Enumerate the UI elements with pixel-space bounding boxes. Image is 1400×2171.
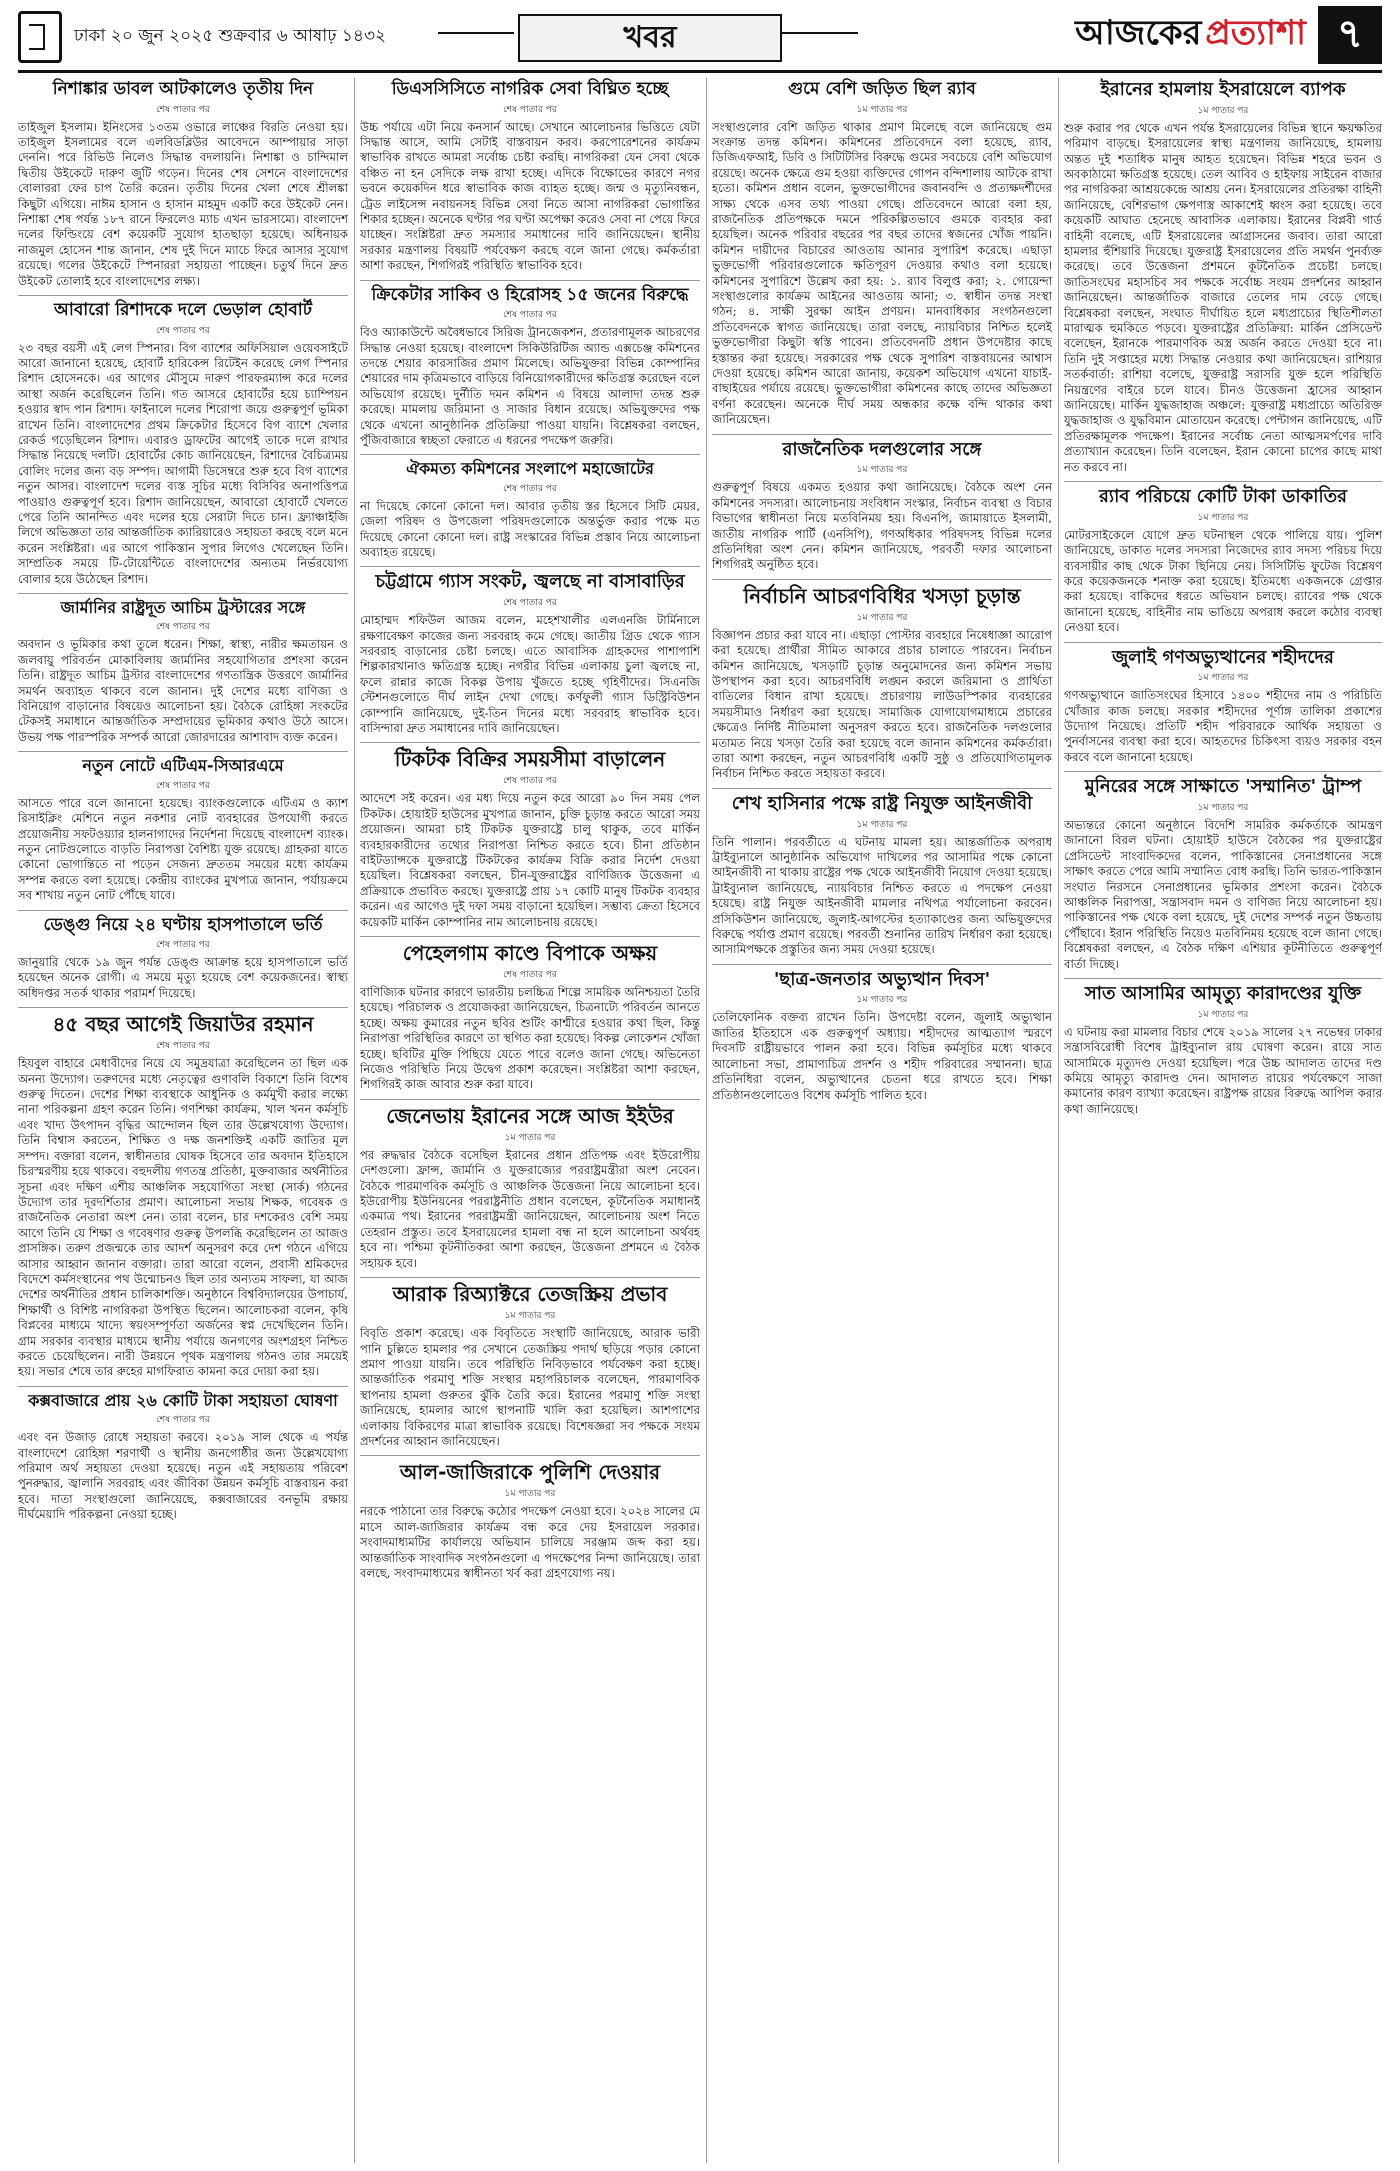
article-body: মোটরসাইকেলে যোগে দ্রুত ঘটনাস্থল থেকে পালিয়ে যায়। পুলিশ জানিয়েছে, ডাকাত দলের সদস্যরা নিজেদের র‍্যাব সদস্য পরিচয় দিয়ে ব্যবসায়ীর কাছ থেকে টাকা ছিনিয়ে নেয়। সিসিটিভি ফুটেজ বিশ্লেষণ করে কয়েকজনকে শনাক্ত করা হয়েছে। ইতিমধ্যে একজনকে গ্রেপ্তার করা হয়েছে। বাকিদের ধরতে অভিযান চলছে। র‍্যাবের পক্ষ থেকে জানানো হয়েছে, বাহিনীর নাম ভাঙিয়ে অপরাধ করলে কঠোর ব্যবস্থা নেওয়া হবে।: [1064, 527, 1382, 635]
article-body: অবদান ও ভূমিকার কথা তুলে ধরেন। শিক্ষা, স্বাস্থ্য, নারীর ক্ষমতায়ন ও জলবায়ু পরিবর্তন মোকাবিলায় জার্মানির সহযোগিতার প্রশংসা করেন তিনি। রাষ্ট্রদূত আচিম ট্রস্টার বাংলাদেশের গণতান্ত্রিক উত্তরণে জার্মানির সমর্থন অব্যাহত থাকবে বলে জানান। দুই দেশের মধ্যে বাণিজ্য ও বিনিয়োগ বাড়ানোর বিষয়েও আলোচনা হয়। বৈঠকে রোহিঙ্গা সংকটের টেকসই সমাধানে আন্তর্জাতিক সম্প্রদায়ের ভূমিকার কথাও উঠে আসে। উভয় পক্ষ পারস্পরিক সম্পর্ক আরো জোরদারের আশাবাদ ব্যক্ত করেন।: [18, 637, 348, 744]
article-separator: [360, 1277, 700, 1278]
continuation-note: শেষ পাতার পর: [503, 104, 557, 115]
article-headline[interactable]: ঐকমত্য কমিশনের সংলাপে মহাজোটের: [406, 459, 654, 479]
continuation-note: ১ম পাতার পর: [856, 819, 908, 830]
article-a7: [18, 1392, 348, 1523]
continuation-note: ১ম পাতার পর: [1197, 512, 1249, 523]
article-separator: [18, 1386, 348, 1387]
article-headline[interactable]: জুলাই গণঅভ্যুত্থানের শহীদদের: [1112, 646, 1334, 668]
article-separator: [18, 593, 348, 594]
article-b7: [360, 1105, 700, 1271]
article-a3: [18, 599, 348, 745]
continuation-note: শেষ পাতার পর: [156, 325, 210, 336]
article-separator: [712, 434, 1052, 435]
article-headline[interactable]: টিকটক বিক্রির সময়সীমা বাড়ালেন: [394, 747, 666, 772]
column-4: [1064, 78, 1382, 2163]
continuation-note: ১ম পাতার পর: [1197, 105, 1249, 116]
article-d1: [1064, 80, 1382, 475]
article-headline[interactable]: রাজনৈতিক দলগুলোর সঙ্গে: [782, 438, 982, 460]
article-separator: [1064, 642, 1382, 643]
article-a4: [18, 757, 348, 903]
continuation-note: শেষ পাতার পর: [503, 970, 557, 981]
article-headline[interactable]: গুমে বেশি জড়িত ছিল র‍্যাব: [788, 79, 976, 99]
article-separator: [18, 295, 348, 296]
section-title: খবর: [518, 14, 782, 62]
article-headline[interactable]: র‍্যাব পরিচয়ে কোটি টাকা ডাকাতির: [1099, 486, 1347, 508]
article-d2: [1064, 487, 1382, 636]
article-body: আসতে পারে বলে জানানো হয়েছে। ব্যাংকগুলোকে এটিএম ও ক্যাশ রিসাইক্লিং মেশিনে নতুন নকশার নোট ব্যবহারের উপযোগী করতে প্রয়োজনীয় সফটওয়্যার হালনাগাদের নির্দেশনা দিয়েছে বাংলাদেশ ব্যাংক। নতুন নোটগুলোতে বাড়তি নিরাপত্তা বৈশিষ্ট্য যুক্ত রয়েছে। গ্রাহকরা যাতে কোনো ভোগান্তিতে না পড়েন সেজন্য দ্রুততম সময়ের মধ্যে কার্যক্রম সম্পন্ন করতে বলা হয়েছে। কেন্দ্রীয় ব্যাংকের মুখপাত্র জানান, পর্যায়ক্রমে সব শাখায় নতুন নোট পৌঁছে যাবে।: [18, 795, 348, 903]
article-headline[interactable]: নির্বাচনি আচরণবিধির খসড়া চূড়ান্ত: [743, 583, 1021, 608]
article-body: উচ্চ পর্যায়ে এটা নিয়ে কনসার্ন আছে। সেখানে আলোচনার ভিত্তিতে যেটা সিদ্ধান্ত আসে, আমি সেটাই বাস্তবায়ন করব। করপোরেশনের কার্যক্রম স্বাভাবিক রাখতে আমরা সর্বোচ্চ চেষ্টা করছি। নাগরিকরা যেন সেবা থেকে বঞ্চিত না হন সেদিকে লক্ষ রাখা হচ্ছে। এদিকে বিক্ষোভের কারণে নগর ভবনে কয়েকদিন ধরে স্বাভাবিক কাজ ব্যাহত হচ্ছে। জন্ম ও মৃত্যুনিবন্ধন, ট্রেড লাইসেন্স নবায়নসহ বিভিন্ন সেবা নিতে আসা নাগরিকরা ভোগান্তির শিকার হচ্ছেন। অনেকে ঘণ্টার পর ঘণ্টা অপেক্ষা করেও সেবা না পেয়ে ফিরে যাচ্ছেন। সংশ্লিষ্টরা দ্রুত সমস্যার সমাধানের দাবি জানিয়েছেন। স্থানীয় সরকার মন্ত্রণালয় বিষয়টি পর্যবেক্ষণ করছে বলে জানা গেছে। কর্মকর্তারা আশা করছেন, শিগগিরই পরিস্থিতি স্বাভাবিক হবে।: [360, 119, 700, 273]
article-headline[interactable]: জেনেভায় ইরানের সঙ্গে আজ ইইউর: [386, 1103, 674, 1128]
article-separator: [360, 936, 700, 937]
article-a5: [18, 916, 348, 1002]
column-divider: [1058, 78, 1059, 2163]
article-body: ২৩ বছর বয়সী এই লেগ স্পিনার। বিগ ব্যাশের অফিসিয়াল ওয়েবসাইটে আরো জানানো হয়েছে, হোবার্ট হারিকেন্স রিটেইন করেছে লেগ স্পিনার রিশাদ হোসেনকে। এর আগের মৌসুমে দারুণ পারফরম্যান্স করে দলের আস্থা অর্জন করেছিলেন তিনি। গত আসরে হোবার্টের হয়ে চ্যাম্পিয়ন হওয়ার স্বাদ পান রিশাদ। ফাইনালে দলের শিরোপা জয়ে গুরুত্বপূর্ণ ভূমিকা রাখেন তিনি। বাংলাদেশের প্রথম ক্রিকেটার হিসেবে বিগ ব্যাশে খেলার রেকর্ড গড়েছিলেন রিশাদ। এবারও ড্রাফটের আগেই তাকে দলে রাখার সিদ্ধান্ত নিয়েছে দলটি। হোবার্টের কোচ জানিয়েছেন, রিশাদের বৈচিত্র্যময় বোলিং দলের জন্য বড় সম্পদ। আগামী ডিসেম্বরে শুরু হবে বিগ ব্যাশের নতুন আসর। বাংলাদেশ দলের ব্যস্ত সূচির মধ্যে বিসিবির অনাপত্তিপত্র পাওয়াও গুরুত্বপূর্ণ হবে। রিশাদ জানিয়েছেন, আবারো হোবার্টে খেলতে পেরে তিনি আনন্দিত এবং দলের হয়ে সেরাটা দিতে চান। ফ্র্যাঞ্চাইজি লিগে অভিজ্ঞতা তার আন্তর্জাতিক ক্যারিয়ারেও সহায়তা করছে বলে মনে করেন সংশ্লিষ্টরা। এর আগে পাকিস্তান সুপার লিগেও খেলেছেন তিনি। সাম্প্রতিক সময়ে টি-টোয়েন্টিতে বাংলাদেশের অন্যতম নির্ভরযোগ্য বোলার হয়ে উঠেছেন রিশাদ।: [18, 340, 348, 586]
page-number: ৭: [1318, 6, 1382, 64]
header-rule: [18, 70, 1382, 73]
article-b5: [360, 748, 700, 930]
article-headline[interactable]: পেহেলগাম কাণ্ডে বিপাকে অক্ষয়: [402, 941, 658, 966]
article-body: বিবৃতি প্রকাশ করেছে। এক বিবৃতিতে সংস্থাটি জানিয়েছে, আরাক ভারী পানি চুল্লিতে হামলার পর সেখানে তেজস্ক্রিয় পদার্থ ছড়িয়ে পড়ার কোনো প্রমাণ পাওয়া যায়নি। তবে পরিস্থিতি নিবিড়ভাবে পর্যবেক্ষণ করা হচ্ছে। আন্তর্জাতিক পরমাণু শক্তি সংস্থার মহাপরিচালক বলেছেন, পারমাণবিক স্থাপনায় হামলা গুরুতর ঝুঁকি তৈরি করে। ইরানের পরমাণু শক্তি সংস্থা জানিয়েছে, হামলার আগে স্থাপনাটি খালি করা হয়েছিল। আশপাশের এলাকায় বিকিরণের মাত্রা স্বাভাবিক রয়েছে। বিশেষজ্ঞরা সব পক্ষকে সংযম প্রদর্শনের আহ্বান জানিয়েছেন।: [360, 1326, 700, 1448]
page-corner-icon: [18, 11, 62, 63]
banner-rule-right: [782, 32, 858, 34]
article-separator: [1064, 771, 1382, 772]
article-headline[interactable]: আল-জাজিরাকে পুলিশি দেওয়ার: [399, 1460, 661, 1485]
article-c4: [712, 794, 1052, 958]
continuation-note: ১ম পাতার পর: [1197, 1009, 1249, 1020]
article-headline[interactable]: ক্রিকেটার সাকিব ও হিরোসহ ১৫ জনের বিরুদ্ধে: [371, 284, 689, 305]
article-separator: [360, 742, 700, 743]
article-body: বাণিজ্যিক ঘটনার কারণে ভারতীয় চলচ্চিত্র শিল্পে সাময়িক অনিশ্চয়তা তৈরি হয়েছে। পরিচালক ও প্রযোজকরা জানিয়েছেন, চিত্রনাট্যে পরিবর্তন আনতে হচ্ছে। অক্ষয় কুমারের নতুন ছবির শুটিং কাশ্মীরে হওয়ার কথা ছিল, কিন্তু নিরাপত্তা পরিস্থিতির কারণে তা স্থগিত করা হয়েছে। বিকল্প লোকেশন খোঁজা হচ্ছে। ছবিটির মুক্তি পিছিয়ে যেতে পারে বলেও জানা গেছে। অভিনেতা নিজেও পরিস্থিতি নিয়ে উদ্বেগ প্রকাশ করেছেন। সংশ্লিষ্টরা আশা করছেন, শিগগিরই কাজ আবার শুরু করা যাবে।: [360, 985, 700, 1092]
article-headline[interactable]: নিশাঙ্কার ডাবল আটকালেও তৃতীয় দিন: [52, 79, 314, 99]
continuation-note: ১ম পাতার পর: [1197, 802, 1249, 813]
article-separator: [18, 1007, 348, 1008]
continuation-note: ১ম পাতার পর: [856, 104, 908, 115]
article-body: না দিয়েছে কোনো কোনো দল। আবার তৃতীয় স্তর হিসেবে সিটি মেয়র, জেলা পরিষদ ও উপজেলা পরিষদগুলোকে অন্তর্ভুক্ত করার পক্ষে মত দিয়েছে কোনো কোনো দল। রাষ্ট্র সংস্কারের বিভিন্ন প্রস্তাব নিয়ে আলোচনা অব্যাহত রয়েছে।: [360, 498, 700, 560]
article-b6: [360, 942, 700, 1093]
article-d5: [1064, 984, 1382, 1117]
article-body: জানুয়ারি থেকে ১৯ জুন পর্যন্ত ডেঙ্গু আক্রান্ত হয়ে হাসপাতালে ভর্তি হয়েছেন অনেক রোগী। এ সময়ে মৃত্যু হয়েছে বেশ কয়েকজনের। স্বাস্থ্য অধিদপ্তর সতর্ক থাকার পরামর্শ দিয়েছে।: [18, 955, 348, 1000]
article-separator: [712, 579, 1052, 580]
continuation-note: শেষ পাতার পর: [503, 310, 557, 321]
continuation-note: শেষ পাতার পর: [156, 1415, 210, 1426]
continuation-note: শেষ পাতার পর: [156, 780, 210, 791]
column-3: [712, 78, 1052, 2163]
article-headline[interactable]: 'ছাত্র-জনতার অভ্যুত্থান দিবস': [773, 968, 991, 990]
article-headline[interactable]: ইরানের হামলায় ইসরায়েলে ব্যাপক: [1100, 79, 1346, 100]
continuation-note: শেষ পাতার পর: [156, 622, 210, 633]
article-headline[interactable]: জার্মানির রাষ্ট্রদূত আচিম ট্রস্টারের সঙ্গে: [60, 598, 306, 618]
article-body: এ ঘটনায় করা মামলার বিচার শেষে ২০১৯ সালের ২৭ নভেম্বর ঢাকার সন্ত্রাসবিরোধী বিশেষ ট্রাইব্যুনাল রায় ঘোষণা করেন। রায়ে সাত আসামিকে মৃত্যুদণ্ড দেওয়া হয়েছিল। পরে উচ্চ আদালত তাদের দণ্ড কমিয়ে আমৃত্যু কারাদণ্ড দেন। আদালত রায়ের পর্যবেক্ষণে সাজা কমানোর কারণ ব্যাখ্যা করেছেন। রাষ্ট্রপক্ষ রায়ের বিরুদ্ধে আপিল করার কথা জানিয়েছে।: [1064, 1024, 1382, 1116]
article-headline[interactable]: শেখ হাসিনার পক্ষে রাষ্ট্র নিযুক্ত আইনজীবী: [731, 792, 1033, 814]
article-headline[interactable]: কক্সবাজারে প্রায় ২৬ কোটি টাকা সহায়তা ঘোষণা: [28, 1390, 338, 1410]
continuation-note: ১ম পাতার পর: [856, 612, 908, 623]
article-body: শুরু করার পর থেকে এখন পর্যন্ত ইসরায়েলের বিভিন্ন স্থানে ক্ষয়ক্ষতির পরিমাণ বাড়ছে। ইসরায়েলের স্বাস্থ্য মন্ত্রণালয় জানিয়েছে, হামলায় অন্তত দুই শতাধিক মানুষ আহত হয়েছেন। বিভিন্ন শহরে ভবন ও অবকাঠামো ক্ষতিগ্রস্ত হয়েছে। তেল আবিব ও হাইফায় সাইরেন বাজার পর নাগরিকরা আশ্রয়কেন্দ্রে আশ্রয় নেন। ইসরায়েলের প্রতিরক্ষা বাহিনী জানিয়েছে, বেশিরভাগ ক্ষেপণাস্ত্র আকাশেই ধ্বংস করা হয়েছে। তবে কয়েকটি আঘাত হেনেছে আবাসিক এলাকায়। ইরানের বিপ্লবী গার্ড বাহিনী বলেছে, এটি ইসরায়েলের আগ্রাসনের জবাব। তারা আরো হামলার হুঁশিয়ারি দিয়েছে। যুক্তরাষ্ট্র ইসরায়েলের প্রতি সমর্থন পুনর্ব্যক্ত করেছে। তবে উত্তেজনা প্রশমনে কূটনৈতিক প্রচেষ্টা চলছে। জাতিসংঘের মহাসচিব সব পক্ষকে সর্বোচ্চ সংযম প্রদর্শনের আহ্বান জানিয়েছেন। আন্তর্জাতিক বাজারে তেলের দাম বেড়ে গেছে। বিশ্লেষকরা বলছেন, সংঘাত দীর্ঘায়িত হলে মধ্যপ্রাচ্যের স্থিতিশীলতা মারাত্মক হুমকিতে পড়বে। যুক্তরাষ্ট্রের প্রতিক্রিয়া: মার্কিন প্রেসিডেন্ট বলেছেন, ইরানকে পারমাণবিক অস্ত্র অর্জন করতে দেওয়া হবে না। তিনি দুই সপ্তাহের মধ্যে সিদ্ধান্ত নেওয়ার কথা জানিয়েছেন। রাশিয়ার সতর্কবার্তা: রাশিয়া বলেছে, যুক্তরাষ্ট্র সরাসরি যুক্ত হলে পরিস্থিতি নিয়ন্ত্রণের বাইরে চলে যাবে। চীনও উত্তেজনা হ্রাসের আহ্বান জানিয়েছে। মার্কিন যুদ্ধজাহাজ অঞ্চলে: যুক্তরাষ্ট্র মধ্যপ্রাচ্যে অতিরিক্ত যুদ্ধজাহাজ ও যুদ্ধবিমান মোতায়েন করেছে। পেন্টাগন জানিয়েছে, এটি প্রতিরক্ষামূলক পদক্ষেপ। ইরানের সর্বোচ্চ নেতা আত্মসমর্পণের দাবি প্রত্যাখ্যান করেছেন। তিনি বলেছেন, ইরান কোনো চাপের কাছে মাথা নত করবে না।: [1064, 120, 1382, 474]
article-separator: [360, 454, 700, 455]
column-divider: [706, 78, 707, 2163]
article-headline[interactable]: চট্টগ্রামে গ্যাস সংকট, জ্বলছে না বাসাবাড়ির: [375, 571, 685, 593]
article-headline[interactable]: নতুন নোটে এটিএম-সিআরএমে: [82, 756, 284, 776]
article-body: গণঅভ্যুত্থানে জাতিসংঘের হিসাবে ১৪০০ শহীদের নাম ও পরিচিতি খোঁজার কাজ চলছে। সরকার শহীদদের পূর্ণাঙ্গ তালিকা প্রকাশের উদ্যোগ নিয়েছে। প্রতিটি শহীদ পরিবারকে আর্থিক সহায়তা ও পুনর্বাসনের ব্যবস্থা করা হবে। আহতদের চিকিৎসা ব্যয়ও সরকার বহন করবে বলে জানানো হয়েছে।: [1064, 688, 1382, 764]
column-2: [360, 78, 700, 2163]
article-headline[interactable]: ডেঙ্গু নিয়ে ২৪ ঘণ্টায় হাসপাতালে ভর্তি: [43, 914, 323, 935]
article-headline[interactable]: আবারো রিশাদকে দলে ভেড়াল হোবার্ট: [53, 300, 312, 321]
article-body: মোহাম্মদ শফিউল আজম বলেন, মহেশখালীর এলএনজি টার্মিনালে রক্ষণাবেক্ষণ কাজের জন্য সরবরাহ কমে গেছে। জাতীয় গ্রিড থেকে গ্যাস সরবরাহ বাড়ানোর চেষ্টা চলছে। এতে আবাসিক গ্রাহকদের পাশাপাশি শিল্পকারখানাও ক্ষতিগ্রস্ত হচ্ছে। নগরীর বিভিন্ন এলাকায় চুলা জ্বলছে না, ফলে রান্নার কাজে বিকল্প উপায় খুঁজতে হচ্ছে গৃহিণীদের। সিএনজি স্টেশনগুলোতে দীর্ঘ লাইন দেখা গেছে। কর্ণফুলী গ্যাস ডিস্ট্রিবিউশন কোম্পানি জানিয়েছে, দুই-তিন দিনের মধ্যে সরবরাহ স্বাভাবিক হবে। বাসিন্দারা দ্রুত সমাধানের দাবি জানিয়েছেন।: [360, 613, 700, 735]
continuation-note: শেষ পাতার পর: [156, 940, 210, 951]
continuation-note: শেষ পাতার পর: [156, 1041, 210, 1052]
article-c1: [712, 80, 1052, 428]
article-separator: [360, 566, 700, 567]
article-separator: [1064, 481, 1382, 482]
article-separator: [18, 910, 348, 911]
masthead-left: [18, 10, 386, 64]
article-b3: [360, 460, 700, 560]
article-separator: [1064, 978, 1382, 979]
article-body: তাইজুল ইসলাম। ইনিংসের ১৩তম ওভারে লাঞ্চের বিরতি নেওয়া হয়। তাইজুল ইসলামের বলে এলবিডব্লিউর আবেদনে আম্পায়ার সাড়া দেননি। পরে রিভিউ নিলেও সিদ্ধান্ত বদলায়নি। নিশাঙ্কা ও চান্দিমাল দ্বিতীয় উইকেটে দারুণ জুটি গড়েন। দিনের শেষ সেশনে বাংলাদেশের বোলাররা ফের চাপ তৈরি করেন। তৃতীয় দিনের খেলা শেষে শ্রীলঙ্কা কিছুটা এগিয়ে। নাঈম হাসান ও হাসান মাহমুদ একটি করে উইকেট নেন। নিশাঙ্কা শেষ পর্যন্ত ১৮৭ রানে ফিরলেও ম্যাচ এখন ভারসাম্যে। বাংলাদেশ দলের ফিল্ডিংয়ে বেশ কয়েকটি সুযোগ হাতছাড়া হয়েছে। অধিনায়ক নাজমুল হোসেন শান্ত জানান, শেষ দুই দিনে ম্যাচে ফিরে আসার সুযোগ রয়েছে। গলের উইকেটে স্পিনাররা সহায়তা পাচ্ছেন। চতুর্থ দিনে দ্রুত উইকেট তোলাই হবে বাংলাদেশের লক্ষ্য।: [18, 119, 348, 288]
article-separator: [360, 280, 700, 281]
article-body: অভ্যন্তরে কোনো অনুষ্ঠানে বিদেশি সামরিক কর্মকর্তাকে আমন্ত্রণ জানানো বিরল ঘটনা। হোয়াইট হাউসে বৈঠকের পর যুক্তরাষ্ট্রের প্রেসিডেন্ট সাংবাদিকদের বলেন, পাকিস্তানের সেনাপ্রধানের সঙ্গে সাক্ষাৎ করতে পেরে আমি সম্মানিত বোধ করছি। তিনি ভারত-পাকিস্তান সংঘাত নিরসনে সেনাপ্রধানের ভূমিকার প্রশংসা করেন। বৈঠকে আঞ্চলিক নিরাপত্তা, সন্ত্রাসবাদ দমন ও বাণিজ্য নিয়ে আলোচনা হয়। পাকিস্তানের পক্ষ থেকে বলা হয়েছে, দুই দেশের সম্পর্ক নতুন উচ্চতায় পৌঁছাবে। ইরান পরিস্থিতি নিয়েও মতবিনিময় হয়েছে বলে জানা গেছে। বিশ্লেষকরা বলছেন, এ বৈঠক দক্ষিণ এশিয়ার কূটনীতিতে গুরুত্বপূর্ণ বার্তা দিচ্ছে।: [1064, 817, 1382, 971]
article-a1: [18, 80, 348, 289]
article-b2: [360, 286, 700, 449]
article-a6: [18, 1013, 348, 1380]
article-body: বিজ্ঞাপন প্রচার করা যাবে না। এছাড়া পোস্টার ব্যবহারে নিষেধাজ্ঞা আরোপ করা হয়েছে। প্রার্থীরা সীমিত আকারে প্রচার চালাতে পারবেন। নির্বাচন কমিশন জানিয়েছে, খসড়াটি চূড়ান্ত অনুমোদনের জন্য কমিশন সভায় উপস্থাপন করা হবে। আচরণবিধি লঙ্ঘন করলে জরিমানা ও প্রার্থিতা বাতিলের বিধান রাখা হয়েছে। প্রচারণায় লাউডস্পিকার ব্যবহারের সময়সীমাও নির্ধারণ করা হয়েছে। সামাজিক যোগাযোগমাধ্যমে প্রচারের ক্ষেত্রেও নির্দিষ্ট নীতিমালা অনুসরণ করতে হবে। রাজনৈতিক দলগুলোর মতামত নিয়ে খসড়া তৈরি করা হয়েছে বলে জানান কমিশনের কর্মকর্তারা। তারা আশা করছেন, নতুন আচরণবিধি একটি সুষ্ঠু ও প্রতিযোগিতামূলক নির্বাচন নিশ্চিত করতে সহায়তা করবে।: [712, 627, 1052, 781]
article-d4: [1064, 777, 1382, 972]
continuation-note: ১ম পাতার পর: [1197, 673, 1249, 684]
article-headline[interactable]: মুনিরের সঙ্গে সাক্ষাতে 'সম্মানিত' ট্রাম্প: [1084, 776, 1362, 798]
article-body: গুরুত্বপূর্ণ বিষয়ে একমত হওয়ার কথা জানিয়েছে। বৈঠকে অংশ নেন কমিশনের সদস্যরা। আলোচনায় সংবিধান সংস্কার, নির্বাচন ব্যবস্থা ও বিচার বিভাগের স্বাধীনতা নিয়ে মতবিনিময় হয়। বিএনপি, জামায়াতে ইসলামী, জাতীয় নাগরিক পার্টি (এনসিপি), গণঅধিকার পরিষদসহ বিভিন্ন দলের প্রতিনিধিরা অংশ নেন। কমিশন জানিয়েছে, পরবর্তী দফার আলোচনা শিগগিরই অনুষ্ঠিত হবে।: [712, 480, 1052, 572]
article-body: তেলিফোনিক বক্তব্য রাখেন তিনি। উপদেষ্টা বলেন, জুলাই অভ্যুত্থান জাতির ইতিহাসে এক গুরুত্বপূর্ণ অধ্যায়। শহীদদের আত্মত্যাগ স্মরণে দিবসটি রাষ্ট্রীয়ভাবে পালন করা হবে। বিভিন্ন কর্মসূচির মধ্যে থাকবে আলোচনা সভা, প্রামাণ্যচিত্র প্রদর্শন ও শহীদ পরিবারের সম্মাননা। ছাত্র প্রতিনিধিরা বলেন, অভ্যুত্থানের চেতনা ধরে রাখতে হবে। শিক্ষা প্রতিষ্ঠানগুলোতেও বিশেষ কর্মসূচি পালিত হবে।: [712, 1010, 1052, 1102]
banner-rule-left: [438, 32, 514, 34]
article-separator: [712, 964, 1052, 965]
article-headline[interactable]: আরাক রিঅ্যাক্টরে তেজস্ক্রিয় প্রভাব: [392, 1282, 668, 1307]
continuation-note: শেষ পাতার পর: [503, 483, 557, 494]
article-body: নরকে পাঠানো তার বিরুদ্ধে কঠোর পদক্ষেপ নেওয়া হবে। ২০২৪ সালের মে মাসে আল-জাজিরার কার্যক্রম বন্ধ করে দেয় ইসরায়েল সরকার। সংবাদমাধ্যমটির কার্যালয়ে অভিযান চালিয়ে সরঞ্জাম জব্দ করা হয়। আন্তর্জাতিক সাংবাদিক সংগঠনগুলো এ পদক্ষেপের নিন্দা জানিয়েছে। তারা বলছে, সংবাদমাধ্যমের স্বাধীনতা খর্ব করা গ্রহণযোগ্য নয়।: [360, 1504, 700, 1580]
article-body: এবং বন উজাড় রোধে সহায়তা করবে। ২০১৯ সাল থেকে এ পর্যন্ত বাংলাদেশে রোহিঙ্গা শরণার্থী ও স্থানীয় জনগোষ্ঠীর জন্য উল্লেখযোগ্য পরিমাণ অর্থ সহায়তা দেওয়া হয়েছে। নতুন এই সহায়তায় পরিবেশ পুনরুদ্ধার, জ্বালানি সরবরাহ এবং জীবিকা উন্নয়ন কর্মসূচি বাস্তবায়ন করা হবে। দাতা সংস্থাগুলো জানিয়েছে, কক্সবাজারের বনভূমি রক্ষায় দীর্ঘমেয়াদি পরিকল্পনা নেওয়া হচ্ছে।: [18, 1430, 348, 1522]
continuation-note: ১ম পাতার পর: [504, 1489, 556, 1500]
article-headline[interactable]: সাত আসামির আমৃত্যু কারাদণ্ডের যুক্তি: [1084, 983, 1362, 1005]
article-separator: [360, 1455, 700, 1456]
article-separator: [18, 751, 348, 752]
article-body: পর রুদ্ধদ্বার বৈঠকে বসেছিল ইরানের প্রধান প্রতিপক্ষ এবং ইউরোপীয় দেশগুলো। ফ্রান্স, জার্মানি ও যুক্তরাজ্যের পররাষ্ট্রমন্ত্রীরা অংশ নেবেন। বৈঠকে পারমাণবিক কর্মসূচি ও আঞ্চলিক উত্তেজনা নিয়ে আলোচনা হবে। ইউরোপীয় ইউনিয়নের পররাষ্ট্রনীতি প্রধান বলেছেন, কূটনৈতিক সমাধানই একমাত্র পথ। ইরানের পররাষ্ট্রমন্ত্রী জানিয়েছেন, আলোচনায় অংশ নিতে তেহরান প্রস্তুত। তবে ইসরায়েলের হামলা বন্ধ না হলে আলোচনা অর্থবহ হবে না। পশ্চিমা কূটনীতিকরা আশা করছেন, উত্তেজনা প্রশমনে এ বৈঠক সহায়ক হবে।: [360, 1147, 700, 1270]
article-separator: [712, 788, 1052, 789]
article-b1: [360, 80, 700, 274]
article-b9: [360, 1461, 700, 1581]
continuation-note: ১ম পাতার পর: [504, 1311, 556, 1322]
issue-date: ঢাকা ২০ জুন ২০২৫ শুক্রবার ৬ আষাঢ় ১৪৩২: [74, 26, 387, 46]
article-body: সংস্থাগুলোর বেশি জড়িত থাকার প্রমাণ মিলেছে বলে জানিয়েছে গুম সংক্রান্ত তদন্ত কমিশন। কমিশনের প্রতিবেদনে বলা হয়েছে, র‍্যাব, ডিজিএফআই, ডিবি ও সিটিটিসির বিরুদ্ধে গুমের সবচেয়ে বেশি অভিযোগ রয়েছে। অনেক ক্ষেত্রে গুম হওয়া ব্যক্তিদের গোপন বন্দিশালায় আটকে রাখা হতো। কমিশন প্রধান বলেন, ভুক্তভোগীদের জবানবন্দি ও প্রত্যক্ষদর্শীদের সাক্ষ্য থেকে এসব তথ্য পাওয়া গেছে। প্রতিবেদনে আরো বলা হয়, রাজনৈতিক প্রতিপক্ষকে দমনে পরিকল্পিতভাবে গুমকে ব্যবহার করা হয়েছিল। অনেক পরিবার বছরের পর বছর তাদের স্বজনের খোঁজ পায়নি। কমিশন দায়ীদের বিচারের আওতায় আনার সুপারিশ করেছে। এছাড়া ভুক্তভোগী পরিবারগুলোকে ক্ষতিপূরণ দেওয়ার কথাও বলা হয়েছে। কমিশনের সুপারিশে উল্লেখ করা হয়: ১. র‍্যাব বিলুপ্ত করা; ২. গোয়েন্দা সংস্থাগুলোর কার্যক্রম আইনের আওতায় আনা; ৩. স্বাধীন তদন্ত সংস্থা গঠন; ৪. সাক্ষী সুরক্ষা আইন প্রণয়ন। মানবাধিকার সংগঠনগুলো প্রতিবেদনকে স্বাগত জানিয়েছে। তারা বলছে, ন্যায়বিচার নিশ্চিত হলেই ভুক্তভোগীরা কিছুটা স্বস্তি পাবেন। প্রতিবেদনটি প্রধান উপদেষ্টার কাছে হস্তান্তর করা হয়েছে। সরকারের পক্ষ থেকে সুপারিশ বাস্তবায়নের আশ্বাস দেওয়া হয়েছে। কমিশন আরো জানায়, কয়েকশ অভিযোগ এখনো যাচাই-বাছাইয়ের পর্যায়ে রয়েছে। ভুক্তভোগীরা কমিশনের কাছে তাদের অভিজ্ঞতা বর্ণনা করেছেন। অনেকে দীর্ঘ সময় অন্ধকার কক্ষে বন্দি থাকার কথা জানিয়েছেন।: [712, 119, 1052, 427]
masthead: [18, 6, 1382, 66]
article-c2: [712, 440, 1052, 573]
article-body: হিযবুল বাহারে মেধাবীদের নিয়ে যে সমুদ্রযাত্রা করেছিলেন তা ছিল এক অনন্য উদ্যোগ। তরুণদের মধ্যে নেতৃত্বের গুণাবলি বিকাশে তিনি বিশেষ গুরুত্ব দিতেন। দেশের শিক্ষা ব্যবস্থাকে আধুনিক ও কর্মমুখী করার লক্ষ্যে নানা পরিকল্পনা গ্রহণ করেন তিনি। গণশিক্ষা কার্যক্রম, খাল খনন কর্মসূচি এবং খাদ্য উৎপাদন বৃদ্ধির আন্দোলন ছিল তার উল্লেখযোগ্য উদ্যোগ। তিনি বিশ্বাস করতেন, শিক্ষিত ও দক্ষ জনশক্তিই একটি জাতির মূল সম্পদ। বক্তারা বলেন, স্বাধীনতার ঘোষক হিসেবে তার অবদান ইতিহাসে চিরস্মরণীয় হয়ে থাকবে। বহুদলীয় গণতন্ত্র প্রতিষ্ঠা, মুক্তবাজার অর্থনীতির সূচনা এবং দক্ষিণ এশীয় আঞ্চলিক সহযোগিতা সংস্থা (সার্ক) গঠনের উদ্যোগ তার দূরদর্শিতার প্রমাণ। আলোচনা সভায় শিক্ষক, গবেষক ও রাজনৈতিক নেতারা অংশ নেন। তারা বলেন, চার দশকেরও বেশি সময় আগে তিনি যে শিক্ষা ও গবেষণার গুরুত্ব উপলব্ধি করেছিলেন তা আজও প্রাসঙ্গিক। তরুণ প্রজন্মকে তার আদর্শ অনুসরণ করে দেশ গঠনে এগিয়ে আসার আহ্বান জানান বক্তারা। তারা আরো বলেন, প্রবাসী শ্রমিকদের বিদেশে কর্মসংস্থানের পথ উন্মোচনও ছিল তার অন্যতম সাফল্য, যা আজ দেশের অর্থনীতির প্রধান চালিকাশক্তি। অনুষ্ঠানে বিশ্ববিদ্যালয়ের উপাচার্য, শিক্ষার্থী ও বিশিষ্ট নাগরিকরা উপস্থিত ছিলেন। আলোচকরা বলেন, কৃষি বিপ্লবের মাধ্যমে খাদ্যে স্বয়ংসম্পূর্ণতা অর্জনের স্বপ্ন দেখেছিলেন তিনি। গ্রাম সরকার ব্যবস্থার মাধ্যমে স্থানীয় পর্যায়ে জনগণের অংশগ্রহণ নিশ্চিত করতে চেয়েছিলেন। নারী উন্নয়নে পৃথক মন্ত্রণালয় গঠনও তার সময়েই হয়। সভার শেষে তার রুহের মাগফিরাত কামনা করে দোয়া করা হয়।: [18, 1056, 348, 1379]
article-body: বিও অ্যাকাউন্টে অবৈধভাবে সিরিজ ট্রানজেকশন, প্রতারণামূলক আচরণের সিদ্ধান্ত নেওয়া হয়েছে। বাংলাদেশ সিকিউরিটিজ অ্যান্ড এক্সচেঞ্জ কমিশনের তদন্তে শেয়ার কারসাজির প্রমাণ মিলেছে। অভিযুক্তরা বিভিন্ন কোম্পানির শেয়ারের দাম কৃত্রিমভাবে বাড়িয়ে বিনিয়োগকারীদের ক্ষতিগ্রস্ত করেছেন বলে অভিযোগ রয়েছে। দুর্নীতি দমন কমিশন এ বিষয়ে আলাদা তদন্ত শুরু করেছে। মামলায় জরিমানা ও সাজার বিধান রয়েছে। অভিযুক্তদের পক্ষ থেকে এখনো আনুষ্ঠানিক প্রতিক্রিয়া পাওয়া যায়নি। বিশ্লেষকরা বলছেন, পুঁজিবাজারে স্বচ্ছতা ফেরাতে এ ধরনের পদক্ষেপ জরুরি।: [360, 325, 700, 447]
continuation-note: শেষ পাতার পর: [503, 776, 557, 787]
article-headline[interactable]: ডিএসসিসিতে নাগরিক সেবা বিঘ্নিত হচ্ছে: [391, 79, 669, 99]
column-1: [18, 78, 348, 2163]
article-d3: [1064, 648, 1382, 766]
article-b8: [360, 1283, 700, 1449]
article-headline[interactable]: ৪৫ বছর আগেই জিয়াউর রহমান: [52, 1012, 314, 1037]
continuation-note: ১ম পাতার পর: [856, 995, 908, 1006]
continuation-note: শেষ পাতার পর: [503, 598, 557, 609]
article-body: তিনি পালান। পরবর্তীতে এ ঘটনায় মামলা হয়। আন্তর্জাতিক অপরাধ ট্রাইব্যুনালে আনুষ্ঠানিক অভিযোগ দাখিলের পর আসামির পক্ষে কোনো আইনজীবী না থাকায় রাষ্ট্রের পক্ষ থেকে আইনজীবী নিয়োগ দেওয়া হয়েছে। ট্রাইব্যুনাল জানিয়েছে, ন্যায়বিচার নিশ্চিত করতে এ পদক্ষেপ নেওয়া হয়েছে। রাষ্ট্র নিযুক্ত আইনজীবী মামলার নথিপত্র পর্যালোচনা করবেন। প্রসিকিউশন জানিয়েছে, জুলাই-আগস্টের হত্যাকাণ্ডের জন্য অভিযুক্তদের বিরুদ্ধে পর্যাপ্ত প্রমাণ রয়েছে। পরবর্তী শুনানির তারিখ নির্ধারণ করা হয়েছে। আসামিপক্ষকে প্রস্তুতির জন্য সময় দেওয়া হয়েছে।: [712, 834, 1052, 957]
article-c3: [712, 585, 1052, 782]
continuation-note: ১ম পাতার পর: [504, 1132, 556, 1143]
newspaper-logo: আজকের প্রত্যাশা: [1075, 12, 1306, 53]
continuation-note: শেষ পাতার পর: [156, 104, 210, 115]
article-body: আদেশে সই করেন। এর মধ্য দিয়ে নতুন করে আরো ৯০ দিন সময় পেল টিকটক। হোয়াইট হাউসের মুখপাত্র জানান, চুক্তি চূড়ান্ত করতে আরো সময় প্রয়োজন। আমরা চাই টিকটক যুক্তরাষ্ট্রে চালু থাকুক, তবে মার্কিন ব্যবহারকারীদের তথ্যের নিরাপত্তা নিশ্চিত করতে হবে। চীনা প্রতিষ্ঠান বাইটড্যান্সকে যুক্তরাষ্ট্রে টিকটকের কার্যক্রম বিক্রি করার নির্দেশ দেওয়া হয়েছিল। বিশ্লেষকরা বলছেন, চীন-যুক্তরাষ্ট্রের বাণিজ্যিক উত্তেজনা এ প্রক্রিয়াকে প্রভাবিত করছে। যুক্তরাষ্ট্রে প্রায় ১৭ কোটি মানুষ টিকটক ব্যবহার করেন। এর আগেও দুই দফা সময় বাড়ানো হয়েছিল। সম্ভাব্য ক্রেতা হিসেবে কয়েকটি মার্কিন কোম্পানির নাম আলোচনায় রয়েছে।: [360, 791, 700, 929]
continuation-note: ১ম পাতার পর: [856, 465, 908, 476]
article-c5: [712, 970, 1052, 1103]
column-divider: [354, 78, 355, 2163]
article-a2: [18, 301, 348, 587]
article-b4: [360, 572, 700, 736]
article-separator: [360, 1099, 700, 1100]
